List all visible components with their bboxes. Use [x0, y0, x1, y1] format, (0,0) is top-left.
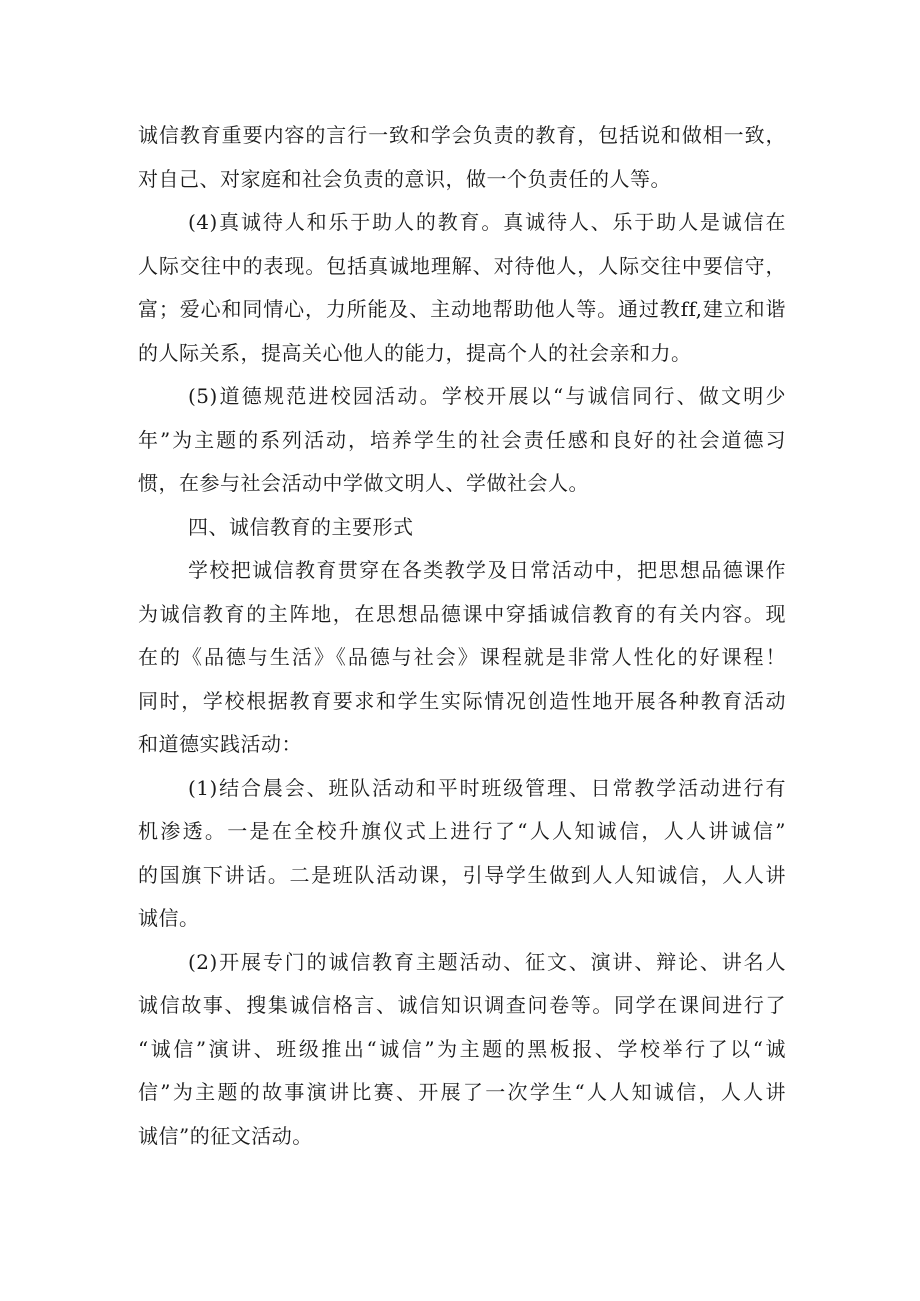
text-line: 在的《品德与生活》《品德与社会》课程就是非常人性化的好课程！ — [138, 645, 786, 669]
paragraph-heading: (5)道德规范进校园活动。学校开展以“与诚信同行、做文明少 — [188, 384, 786, 408]
text-line: 信”为主题的故事演讲比赛、开展了一次学生“人人知诚信，人人讲 — [138, 1080, 786, 1104]
text-line: 的国旗下讲话。二是班队活动课，引导学生做到人人知诚信，人人讲 — [138, 863, 786, 887]
text-line: 学校把诚信教育贯穿在各类教学及日常活动中，把思想品德课作 — [188, 558, 786, 582]
text-line: “诚信”演讲、班级推出“诚信”为主题的黑板报、学校举行了以“诚 — [138, 1037, 786, 1061]
text-line: 诚信。 — [138, 906, 200, 930]
text-line: 诚信教育重要内容的言行一致和学会负责的教育，包括说和做相一致， — [138, 123, 786, 147]
text-line: 诚信故事、搜集诚信格言、诚信知识调查问卷等。同学在课间进行了 — [138, 993, 786, 1017]
paragraph-heading: (1)结合晨会、班队活动和平时班级管理、日常教学活动进行有 — [188, 776, 786, 800]
text-line: 机渗透。一是在全校升旗仪式上进行了“人人知诚信，人人讲诚信” — [138, 819, 786, 843]
section-heading: 四、诚信教育的主要形式 — [188, 515, 414, 539]
text-line: 惯，在参与社会活动中学做文明人、学做社会人。 — [138, 471, 589, 495]
text-line: 同时，学校根据教育要求和学生实际情况创造性地开展各种教育活动 — [138, 689, 786, 713]
paragraph-heading: (2)开展专门的诚信教育主题活动、征文、演讲、辩论、讲名人 — [188, 950, 786, 974]
text-line: 富；爱心和同情心，力所能及、主动地帮助他人等。通过教ff,建立和谐 — [138, 297, 786, 321]
text-line: 对自己、对家庭和社会负责的意识，做一个负责任的人等。 — [138, 167, 671, 191]
text-line: 和道德实践活动： — [138, 732, 302, 756]
text-line: 诚信”的征文活动。 — [138, 1124, 313, 1148]
text-line: 为诚信教育的主阵地，在思想品德课中穿插诚信教育的有关内容。现 — [138, 602, 786, 626]
text-line: 的人际关系，提高关心他人的能力，提高个人的社会亲和力。 — [138, 341, 692, 365]
text-line: 年”为主题的系列活动，培养学生的社会责任感和良好的社会道德习 — [138, 428, 786, 452]
paragraph-heading: (4)真诚待人和乐于助人的教育。真诚待人、乐于助人是诚信在 — [188, 210, 786, 234]
text-line: 人际交往中的表现。包括真诚地理解、对待他人，人际交往中要信守， — [138, 254, 786, 278]
